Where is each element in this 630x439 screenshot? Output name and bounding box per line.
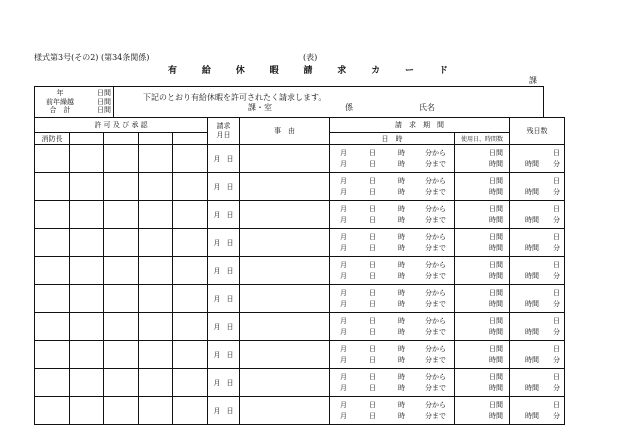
to-label: 分まで bbox=[425, 244, 446, 252]
approval-stamp-cell[interactable] bbox=[173, 257, 208, 285]
remaining-cell[interactable] bbox=[510, 257, 565, 285]
approval-stamp-cell[interactable] bbox=[35, 369, 70, 397]
hour-label: 時 bbox=[398, 149, 405, 157]
hour-label: 時 bbox=[398, 233, 405, 241]
days-label: 日間 bbox=[489, 401, 503, 409]
hour-label: 時 bbox=[398, 205, 405, 213]
to-label: 分まで bbox=[425, 300, 446, 308]
day-label: 日 bbox=[369, 412, 376, 420]
rem-min-label: 分 bbox=[553, 188, 560, 196]
request-date-cell[interactable] bbox=[208, 285, 240, 313]
reason-header: 事 由 bbox=[240, 118, 330, 145]
rem-min-label: 分 bbox=[553, 300, 560, 308]
rem-min-label: 分 bbox=[553, 328, 560, 336]
approval-stamp-cell[interactable] bbox=[70, 369, 104, 397]
day-label: 日 bbox=[369, 300, 376, 308]
to-label: 分まで bbox=[425, 328, 446, 336]
approval-stamp-cell[interactable] bbox=[173, 229, 208, 257]
hours-label: 時間 bbox=[489, 160, 503, 168]
hours-label: 時間 bbox=[489, 384, 503, 392]
days-label: 日間 bbox=[489, 177, 503, 185]
rem-min-label: 分 bbox=[553, 216, 560, 224]
hour-label: 時 bbox=[398, 160, 405, 168]
rem-min-label: 分 bbox=[553, 272, 560, 280]
days-label: 日間 bbox=[489, 233, 503, 241]
approval-stamp-cell[interactable] bbox=[173, 201, 208, 229]
hour-label: 時 bbox=[398, 345, 405, 353]
datetime-header: 日 時 bbox=[330, 133, 455, 145]
rem-day-label: 日 bbox=[553, 261, 560, 269]
approver-cell: 消防長 bbox=[35, 133, 70, 145]
approval-stamp-cell[interactable] bbox=[139, 341, 173, 369]
period-cell[interactable] bbox=[330, 341, 455, 369]
day-label: 日 bbox=[226, 294, 234, 303]
period-cell[interactable] bbox=[330, 257, 455, 285]
day-label: 日 bbox=[369, 345, 376, 353]
month-label: 月 bbox=[340, 177, 347, 185]
hour-label: 時 bbox=[398, 373, 405, 381]
hour-label: 時 bbox=[398, 177, 405, 185]
month-label: 月 bbox=[340, 216, 347, 224]
period-cell[interactable] bbox=[330, 201, 455, 229]
request-date-cell[interactable] bbox=[208, 257, 240, 285]
rem-day-label: 日 bbox=[553, 373, 560, 381]
request-date-cell[interactable] bbox=[208, 369, 240, 397]
rem-hour-label: 時間 bbox=[525, 216, 539, 224]
approval-stamp-cell[interactable] bbox=[35, 145, 70, 173]
approval-header: 許 可 及 び 承 認 bbox=[35, 118, 208, 133]
day-label: 日 bbox=[369, 289, 376, 297]
approval-stamp-cell[interactable] bbox=[173, 313, 208, 341]
reason-cell[interactable] bbox=[240, 397, 330, 425]
approval-stamp-cell[interactable] bbox=[35, 201, 70, 229]
from-label: 分から bbox=[425, 289, 446, 297]
day-label: 日 bbox=[226, 154, 234, 163]
summary-label: 合 計 bbox=[49, 106, 71, 115]
approval-stamp-cell[interactable] bbox=[173, 397, 208, 425]
approval-stamp-cell[interactable] bbox=[104, 229, 139, 257]
leave-request-table bbox=[34, 117, 565, 425]
remaining-cell[interactable] bbox=[510, 369, 565, 397]
days-label: 日間 bbox=[489, 289, 503, 297]
day-label: 日 bbox=[369, 233, 376, 241]
day-label: 日 bbox=[226, 322, 234, 331]
month-label: 月 bbox=[213, 294, 221, 303]
used-cell[interactable] bbox=[455, 285, 510, 313]
approval-stamp-cell[interactable] bbox=[70, 341, 104, 369]
month-label: 月 bbox=[340, 205, 347, 213]
reason-cell[interactable] bbox=[240, 229, 330, 257]
title-char: 給 bbox=[201, 66, 211, 76]
reason-cell[interactable] bbox=[240, 201, 330, 229]
table-row bbox=[35, 145, 565, 173]
request-date-cell[interactable] bbox=[208, 229, 240, 257]
table-row bbox=[35, 229, 565, 257]
hours-label: 時間 bbox=[489, 216, 503, 224]
approval-stamp-cell[interactable] bbox=[70, 397, 104, 425]
title-char: ド bbox=[438, 66, 448, 76]
table-row bbox=[35, 285, 565, 313]
summary-value[interactable]: 日間 bbox=[97, 97, 111, 106]
name-field[interactable]: 氏名 bbox=[419, 103, 435, 112]
request-date-cell[interactable] bbox=[208, 201, 240, 229]
rem-hour-label: 時間 bbox=[525, 384, 539, 392]
rem-day-label: 日 bbox=[553, 401, 560, 409]
period-cell[interactable] bbox=[330, 397, 455, 425]
days-label: 日間 bbox=[489, 317, 503, 325]
reason-cell[interactable] bbox=[240, 341, 330, 369]
used-cell[interactable] bbox=[455, 145, 510, 173]
to-label: 分まで bbox=[425, 188, 446, 196]
remaining-cell[interactable] bbox=[510, 201, 565, 229]
approval-stamp-cell[interactable] bbox=[70, 285, 104, 313]
section-field[interactable]: 係 bbox=[345, 103, 353, 112]
day-label: 日 bbox=[369, 317, 376, 325]
rem-min-label: 分 bbox=[553, 356, 560, 364]
month-label: 月 bbox=[213, 406, 221, 415]
month-label: 月 bbox=[340, 272, 347, 280]
from-label: 分から bbox=[425, 401, 446, 409]
month-label: 月 bbox=[213, 154, 221, 163]
approver-cell bbox=[104, 133, 139, 145]
title-char: 請 bbox=[303, 66, 313, 76]
month-label: 月 bbox=[340, 160, 347, 168]
day-label: 日 bbox=[369, 188, 376, 196]
month-label: 月 bbox=[340, 300, 347, 308]
approval-stamp-cell[interactable] bbox=[35, 173, 70, 201]
month-label: 月 bbox=[213, 182, 221, 191]
hour-label: 時 bbox=[398, 216, 405, 224]
to-label: 分まで bbox=[425, 216, 446, 224]
request-date-cell[interactable] bbox=[208, 145, 240, 173]
days-label: 日間 bbox=[489, 205, 503, 213]
reason-cell[interactable] bbox=[240, 369, 330, 397]
title-char: 有 bbox=[168, 66, 178, 76]
reason-cell[interactable] bbox=[240, 257, 330, 285]
reason-cell[interactable] bbox=[240, 173, 330, 201]
day-label: 日 bbox=[369, 205, 376, 213]
month-label: 月 bbox=[340, 233, 347, 241]
request-date-cell[interactable] bbox=[208, 173, 240, 201]
title-char: 求 bbox=[337, 66, 347, 76]
used-header: 使用日、時間数 bbox=[455, 133, 510, 145]
rem-min-label: 分 bbox=[553, 244, 560, 252]
approval-stamp-cell[interactable] bbox=[139, 397, 173, 425]
remaining-cell[interactable] bbox=[510, 397, 565, 425]
to-label: 分まで bbox=[425, 384, 446, 392]
month-label: 月 bbox=[340, 149, 347, 157]
hour-label: 時 bbox=[398, 272, 405, 280]
hour-label: 時 bbox=[398, 401, 405, 409]
approval-stamp-cell[interactable] bbox=[173, 341, 208, 369]
month-label: 月 bbox=[213, 322, 221, 331]
day-label: 日 bbox=[226, 210, 234, 219]
approval-stamp-cell[interactable] bbox=[139, 201, 173, 229]
day-label: 日 bbox=[226, 378, 234, 387]
from-label: 分から bbox=[425, 149, 446, 157]
approval-stamp-cell[interactable] bbox=[104, 397, 139, 425]
approval-stamp-cell[interactable] bbox=[104, 173, 139, 201]
hours-label: 時間 bbox=[489, 244, 503, 252]
approval-stamp-cell[interactable] bbox=[70, 145, 104, 173]
hours-label: 時間 bbox=[489, 328, 503, 336]
period-header: 請 求 期 間 bbox=[330, 118, 510, 133]
remaining-cell[interactable] bbox=[510, 145, 565, 173]
approver-cell bbox=[173, 133, 208, 145]
month-label: 月 bbox=[213, 378, 221, 387]
day-label: 日 bbox=[369, 216, 376, 224]
approval-stamp-cell[interactable] bbox=[173, 145, 208, 173]
month-label: 月 bbox=[340, 244, 347, 252]
day-label: 日 bbox=[369, 356, 376, 364]
approval-stamp-cell[interactable] bbox=[35, 341, 70, 369]
day-label: 日 bbox=[369, 177, 376, 185]
from-label: 分から bbox=[425, 177, 446, 185]
summary-label: 年 bbox=[56, 89, 64, 98]
rem-min-label: 分 bbox=[553, 412, 560, 420]
rem-day-label: 日 bbox=[553, 289, 560, 297]
day-label: 日 bbox=[369, 401, 376, 409]
days-label: 日間 bbox=[489, 373, 503, 381]
reason-cell[interactable] bbox=[240, 285, 330, 313]
approval-stamp-cell[interactable] bbox=[139, 173, 173, 201]
approval-stamp-cell[interactable] bbox=[104, 313, 139, 341]
used-cell[interactable] bbox=[455, 341, 510, 369]
rem-hour-label: 時間 bbox=[525, 272, 539, 280]
form-title bbox=[168, 67, 448, 76]
hours-label: 時間 bbox=[489, 412, 503, 420]
approval-stamp-cell[interactable] bbox=[70, 201, 104, 229]
hours-label: 時間 bbox=[489, 300, 503, 308]
approval-stamp-cell[interactable] bbox=[139, 313, 173, 341]
reason-cell[interactable] bbox=[240, 145, 330, 173]
day-label: 日 bbox=[226, 406, 234, 415]
approval-stamp-cell[interactable] bbox=[35, 229, 70, 257]
approval-stamp-cell[interactable] bbox=[173, 369, 208, 397]
period-cell[interactable] bbox=[330, 285, 455, 313]
hour-label: 時 bbox=[398, 384, 405, 392]
approval-stamp-cell[interactable] bbox=[35, 313, 70, 341]
period-cell[interactable] bbox=[330, 229, 455, 257]
approval-stamp-cell[interactable] bbox=[104, 145, 139, 173]
face-label: (表) bbox=[303, 53, 318, 62]
month-label: 月 bbox=[340, 328, 347, 336]
table-row bbox=[35, 257, 565, 285]
approval-stamp-cell[interactable] bbox=[139, 285, 173, 313]
rem-hour-label: 時間 bbox=[525, 160, 539, 168]
table-row bbox=[35, 173, 565, 201]
approval-stamp-cell[interactable] bbox=[139, 369, 173, 397]
day-label: 日 bbox=[369, 160, 376, 168]
section-label-top: 課 bbox=[529, 76, 537, 85]
rem-day-label: 日 bbox=[553, 149, 560, 157]
days-label: 日間 bbox=[489, 149, 503, 157]
to-label: 分まで bbox=[425, 412, 446, 420]
request-date-cell[interactable] bbox=[208, 397, 240, 425]
approval-stamp-cell[interactable] bbox=[70, 229, 104, 257]
month-label: 月 bbox=[213, 350, 221, 359]
rem-day-label: 日 bbox=[553, 317, 560, 325]
approval-stamp-cell[interactable] bbox=[104, 369, 139, 397]
period-cell[interactable] bbox=[330, 369, 455, 397]
hour-label: 時 bbox=[398, 412, 405, 420]
rem-day-label: 日 bbox=[553, 233, 560, 241]
used-cell[interactable] bbox=[455, 173, 510, 201]
remaining-cell[interactable] bbox=[510, 173, 565, 201]
table-row bbox=[35, 201, 565, 229]
day-label: 日 bbox=[369, 261, 376, 269]
to-label: 分まで bbox=[425, 272, 446, 280]
title-char: カ bbox=[371, 66, 381, 76]
month-label: 月 bbox=[340, 261, 347, 269]
summary-value[interactable]: 日間 bbox=[97, 89, 111, 98]
from-label: 分から bbox=[425, 373, 446, 381]
day-label: 日 bbox=[226, 238, 234, 247]
request-date-cell[interactable] bbox=[208, 341, 240, 369]
month-label: 月 bbox=[340, 289, 347, 297]
reason-cell[interactable] bbox=[240, 313, 330, 341]
table-row bbox=[35, 369, 565, 397]
month-label: 月 bbox=[213, 238, 221, 247]
period-cell[interactable] bbox=[330, 145, 455, 173]
request-date-header: 請求 月日 bbox=[208, 118, 240, 145]
day-label: 日 bbox=[369, 384, 376, 392]
leave-summary bbox=[37, 89, 111, 115]
month-label: 月 bbox=[213, 266, 221, 275]
rem-day-label: 日 bbox=[553, 345, 560, 353]
rem-min-label: 分 bbox=[553, 384, 560, 392]
approval-stamp-cell[interactable] bbox=[139, 257, 173, 285]
approval-stamp-cell[interactable] bbox=[104, 257, 139, 285]
approver-cell bbox=[139, 133, 173, 145]
from-label: 分から bbox=[425, 317, 446, 325]
day-label: 日 bbox=[226, 266, 234, 275]
summary-label: 前年繰越 bbox=[46, 97, 74, 106]
day-label: 日 bbox=[369, 272, 376, 280]
used-cell[interactable] bbox=[455, 229, 510, 257]
hour-label: 時 bbox=[398, 289, 405, 297]
approval-stamp-cell[interactable] bbox=[104, 201, 139, 229]
hour-label: 時 bbox=[398, 317, 405, 325]
request-date-cell[interactable] bbox=[208, 313, 240, 341]
hour-label: 時 bbox=[398, 188, 405, 196]
approval-stamp-cell[interactable] bbox=[139, 229, 173, 257]
day-label: 日 bbox=[369, 328, 376, 336]
day-label: 日 bbox=[226, 182, 234, 191]
hours-label: 時間 bbox=[489, 356, 503, 364]
remaining-header: 残日数 bbox=[510, 118, 565, 145]
approval-stamp-cell[interactable] bbox=[70, 313, 104, 341]
from-label: 分から bbox=[425, 233, 446, 241]
hour-label: 時 bbox=[398, 300, 405, 308]
hour-label: 時 bbox=[398, 244, 405, 252]
form-number: 様式第3号(その2) (第34条関係) bbox=[34, 53, 150, 62]
to-label: 分まで bbox=[425, 356, 446, 364]
rem-day-label: 日 bbox=[553, 177, 560, 185]
days-label: 日間 bbox=[489, 261, 503, 269]
hour-label: 時 bbox=[398, 328, 405, 336]
day-label: 日 bbox=[226, 350, 234, 359]
approval-stamp-cell[interactable] bbox=[104, 285, 139, 313]
header-divider bbox=[113, 87, 114, 117]
month-label: 月 bbox=[340, 401, 347, 409]
day-label: 日 bbox=[369, 244, 376, 252]
used-cell[interactable] bbox=[455, 257, 510, 285]
hour-label: 時 bbox=[398, 356, 405, 364]
rem-hour-label: 時間 bbox=[525, 356, 539, 364]
rem-hour-label: 時間 bbox=[525, 300, 539, 308]
table-row bbox=[35, 313, 565, 341]
rem-hour-label: 時間 bbox=[525, 244, 539, 252]
month-label: 月 bbox=[340, 345, 347, 353]
remaining-cell[interactable] bbox=[510, 229, 565, 257]
remaining-cell[interactable] bbox=[510, 285, 565, 313]
period-cell[interactable] bbox=[330, 173, 455, 201]
remaining-cell[interactable] bbox=[510, 313, 565, 341]
approver-cell bbox=[70, 133, 104, 145]
rem-day-label: 日 bbox=[553, 205, 560, 213]
approval-stamp-cell[interactable] bbox=[173, 173, 208, 201]
table-row bbox=[35, 341, 565, 369]
hours-label: 時間 bbox=[489, 188, 503, 196]
period-cell[interactable] bbox=[330, 313, 455, 341]
approval-stamp-cell[interactable] bbox=[104, 341, 139, 369]
department-field[interactable]: 課・室 bbox=[248, 103, 272, 112]
used-cell[interactable] bbox=[455, 397, 510, 425]
rem-hour-label: 時間 bbox=[525, 188, 539, 196]
rem-min-label: 分 bbox=[553, 160, 560, 168]
month-label: 月 bbox=[340, 188, 347, 196]
rem-hour-label: 時間 bbox=[525, 412, 539, 420]
month-label: 月 bbox=[340, 384, 347, 392]
title-char: 休 bbox=[235, 66, 245, 76]
approval-stamp-cell[interactable] bbox=[35, 397, 70, 425]
rem-hour-label: 時間 bbox=[525, 328, 539, 336]
approval-stamp-cell[interactable] bbox=[35, 257, 70, 285]
month-label: 月 bbox=[340, 356, 347, 364]
from-label: 分から bbox=[425, 261, 446, 269]
used-cell[interactable] bbox=[455, 201, 510, 229]
approval-stamp-cell[interactable] bbox=[173, 285, 208, 313]
approval-stamp-cell[interactable] bbox=[70, 257, 104, 285]
days-label: 日間 bbox=[489, 345, 503, 353]
month-label: 月 bbox=[213, 210, 221, 219]
remaining-cell[interactable] bbox=[510, 341, 565, 369]
request-statement: 下記のとおり有給休暇を許可されたく請求します。 bbox=[143, 93, 327, 102]
day-label: 日 bbox=[369, 149, 376, 157]
used-cell[interactable] bbox=[455, 369, 510, 397]
hour-label: 時 bbox=[398, 261, 405, 269]
title-char: ー bbox=[405, 66, 415, 76]
month-label: 月 bbox=[340, 373, 347, 381]
hours-label: 時間 bbox=[489, 272, 503, 280]
approval-stamp-cell[interactable] bbox=[139, 145, 173, 173]
from-label: 分から bbox=[425, 205, 446, 213]
to-label: 分まで bbox=[425, 160, 446, 168]
title-char: 暇 bbox=[269, 66, 279, 76]
approval-stamp-cell[interactable] bbox=[70, 173, 104, 201]
day-label: 日 bbox=[369, 373, 376, 381]
table-row bbox=[35, 397, 565, 425]
approval-stamp-cell[interactable] bbox=[35, 285, 70, 313]
month-label: 月 bbox=[340, 412, 347, 420]
from-label: 分から bbox=[425, 345, 446, 353]
month-label: 月 bbox=[340, 317, 347, 325]
used-cell[interactable] bbox=[455, 313, 510, 341]
summary-value[interactable]: 日間 bbox=[97, 106, 111, 115]
